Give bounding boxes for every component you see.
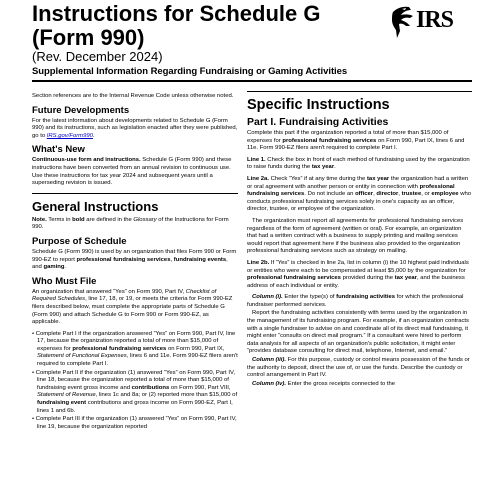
future-developments-text: For the latest information about developments related to Schedule G (Form 990) and its instructions, such as legislation enacted after they were published, go to IRS.gov/Form990. [32,117,238,139]
document-subtitle: Supplemental Information Regarding Fundraising or Gaming Activities [32,66,348,77]
column-iii-text: Column (iii). For this purpose, custody or control means possession of the funds or the authority to deposit, direct the use of, or use the funds. Describe the custody or control arrangement in Part IV. [247,357,470,379]
specific-instructions-heading: Specific Instructions [247,97,390,113]
line2b-text: Line 2b. If “Yes” is checked in line 2a, list in column (i) the 10 highest paid individuals or entities who were each to be compensated at least $5,000 by the organization for professional fundraising services provided during the tax year, and the business address of each individual or entity. [247,259,469,289]
document-title [32,2,320,50]
title-line-1: Instructions for Schedule G [32,1,321,26]
column-iv-text: Column (iv). Enter the gross receipts connected to the [252,380,396,387]
part1-heading: Part I. Fundraising Activities [247,116,389,128]
left-column [32,93,238,435]
line2a-text: Line 2a. Check “Yes” if at any time during the tax year the organization had a written or oral agreement with another person or entity in connection with professional fundraising services. Do not include an officer, director, trustee, or employee who conducts professional fundraising services solely in one's capacity as an officer, director, trustee, or employee of the organization. [247,175,472,213]
general-instructions-heading: General Instructions [32,198,159,214]
bullet-part-3: • Complete Part III if the organization (1) answered “Yes” on Form 990, Part IV, line 19, because the organization reported [32,416,237,430]
logo-text: IRS [416,7,454,33]
bullet-part-1: • Complete Part I if the organization answered “Yes” on Form 990, Part IV, line 17, because the organization reported a total of more than $15,000 of expenses for professional fundraising services on Form 990, Part IX, Statement of Functional Expenses, lines 6 and 11e. Form 990-EZ filers aren't required to complete Part I. [32,330,238,368]
whats-new-heading: What's New [32,144,85,156]
section-divider [32,193,238,194]
who-must-file-heading: Who Must File [32,275,97,287]
revision-date: (Rev. December 2024) [32,49,163,64]
section-divider-right [247,91,472,92]
intro-note: Section references are to the Internal Revenue Code unless otherwise noted. [32,93,234,99]
part1-text: Complete this part if the organization reported a total of more than $15,000 of expenses for professional fundraising services on Form 990, Part IX, lines 6 and 11e. Form 990-EZ filers aren't required to complete Part I. [247,130,465,152]
consistency-paragraph: Report the fundraising activities consistently with terms used by the organization in the management of its fundraising program. For example, if an organization contracts with a single fundraiser to advise on and coordinate all of its direct mail fundraising, it might enter “consults on direct mail program.” If a consultant were hired to perform data analysis for all aspects of an organization's public solicitation, it might enter “provides database consulting for direct mail, telephone, Internet, and email.” [247,310,469,355]
right-column [247,93,472,392]
bullet-part-2: • Complete Part II if the organization (1) answered “Yes” on Form 990, Part IV, line 18, because the organization reported a total of more than $15,000 of fundraising event gross income and contributions on Form 990, Part VIII, Statement of Revenue, lines 1c and 8a; or (2) reported more than $15,000 of fundraising event contributions and gross income on Form 990-EZ, Part I, lines 1 and 6b. [32,369,238,414]
irs-logo [389,4,469,40]
whats-new-text: Continuous-use form and instructions. Schedule G (Form 990) and these instructions have been converted from an annual revision to continuous use. Use these instructions for tax year 2024 and subsequent years until a superseding revision is issued. [32,157,232,187]
title-line-2: (Form 990) [32,25,145,50]
who-must-file-text: An organization that answered “Yes” on Form 990, Part IV, Checklist of Required Schedules, line 17, 18, or 19, or meets the criteria for Form 990-EZ filers described below, must complete the appropriate parts of Schedule G (Form 990) and attach Schedule G to Form 990 or Form 990-EZ, as applicable. [32,288,233,326]
future-developments-heading: Future Developments [32,104,130,116]
form990-link[interactable]: IRS.gov/Form990 [46,132,93,139]
purpose-heading: Purpose of Schedule [32,235,127,247]
line1-text: Line 1. Check the box in front of each method of fundraising used by the organization to raise funds during the tax year. [247,156,470,171]
note-paragraph: Note. Terms in bold are defined in the Glossary of the Instructions for Form 990. [32,216,229,231]
column-ii-text: Column (i). Enter the type(s) of fundraising activities for which the professional fundraiser performed services. [247,294,464,308]
header-rule [32,80,472,82]
eagle-icon [389,4,417,40]
agreements-paragraph: The organization must report all agreements for professional fundraising services regardless of the form of agreement (written or oral). For example, an organization that had a written contract with a business to supply printing and mailing services would report that agreement here if the business also provided to the organization professional fundraising services such as strategy on mailing. [247,217,464,255]
purpose-text: Schedule G (Form 990) is used by an organization that files Form 990 or Form 990-EZ to report professional fundraising services, fundraising events, and gaming. [32,248,237,271]
